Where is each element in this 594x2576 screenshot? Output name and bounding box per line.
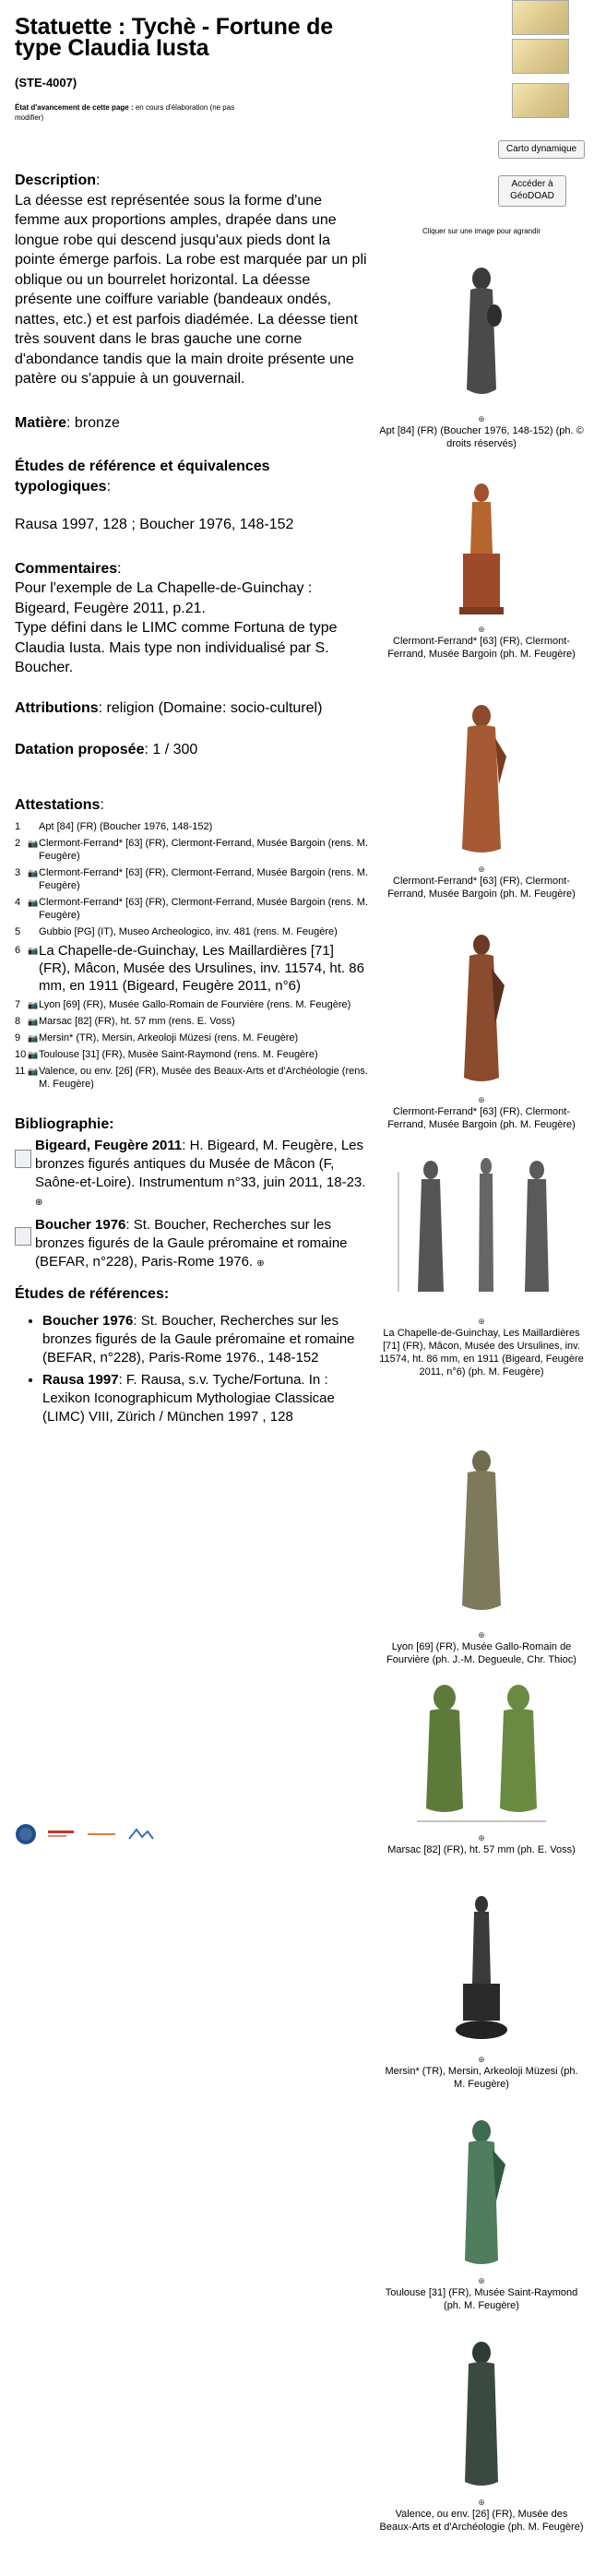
zoom-icon[interactable]: ⊕ bbox=[478, 1833, 485, 1843]
figure-10-image[interactable] bbox=[445, 2334, 518, 2491]
camera-icon: 📷 bbox=[28, 1000, 39, 1009]
figure-caption: Lyon [69] (FR), Musée Gallo-Romain de Fourvière (ph. J.-M. Degueule, Chr. Thioc) bbox=[386, 1641, 576, 1665]
matiere-section: Matière: bronze bbox=[15, 414, 120, 431]
zoom-icon[interactable]: ⊕ bbox=[478, 2055, 485, 2064]
zoom-icon[interactable]: ⊕ bbox=[478, 414, 485, 423]
camera-icon: 📷 bbox=[28, 898, 39, 907]
commentaires-section: Commentaires: Pour l'exemple de La Chapelle-de-Guinchay : Bigeard, Feugère 2011, p.21. Type défini dans le LIMC comme Fortuna de type Claudia Iusta. Mais type non individualisé par S. Boucher. bbox=[15, 560, 338, 675]
etudes-section: Études de référence et équivalences typologiques: bbox=[15, 459, 270, 495]
list-item: • Rausa 1997: F. Rausa, s.v. Tyche/Fortuna. In : Lexikon Iconographicum Mythologiae Classicae (LIMC) VIII, Zürich / München 1997 , 128 bbox=[42, 1371, 369, 1426]
zoom-icon[interactable]: ⊕ bbox=[478, 2498, 485, 2507]
map-thumbnail[interactable] bbox=[512, 39, 569, 74]
figure-5 bbox=[369, 1153, 594, 1378]
zoom-icon[interactable]: ⊕ bbox=[478, 865, 485, 874]
figure-8-image[interactable] bbox=[445, 1891, 518, 2048]
figure-7-image[interactable] bbox=[389, 1679, 574, 1827]
camera-icon: 📷 bbox=[28, 946, 39, 955]
attestation-link[interactable]: La Chapelle-de-Guinchay, Les Maillardières [71] (FR), Mâcon, Musée des Ursulines, inv. 11574, ht. 86 mm, en 1911 (Bigeard, Feugère 2011, n°6) bbox=[39, 943, 364, 994]
partner-logo-blue[interactable] bbox=[127, 1826, 155, 1843]
references-list bbox=[15, 1312, 369, 1426]
figure-10 bbox=[369, 2334, 594, 2534]
zoom-icon[interactable]: ⊕ bbox=[478, 2276, 485, 2285]
attestation-link[interactable]: Clermont-Ferrand* [63] (FR), Clermont-Ferrand, Musée Bargoin (rens. M. Feugère) bbox=[39, 838, 368, 862]
carto-dynamique-button[interactable]: Carto dynamique bbox=[498, 140, 585, 159]
figure-4-image[interactable] bbox=[449, 932, 514, 1089]
figure-caption: Apt [84] (FR) (Boucher 1976, 148-152) (ph. © droits réservés) bbox=[379, 425, 584, 449]
commentaires-text: Pour l'exemple de La Chapelle-de-Guinchay : Bigeard, Feugère 2011, p.21. Type défini dans le LIMC comme Fortuna de type Claudia Iusta. Mais type non individualisé par S. Boucher. bbox=[15, 580, 338, 675]
expand-icon[interactable]: ⊕ bbox=[35, 1198, 43, 1208]
partner-logo-orange[interactable] bbox=[87, 1830, 118, 1839]
zoom-icon[interactable]: ⊕ bbox=[478, 1630, 485, 1640]
figure-caption: Valence, ou env. [26] (FR), Musée des Beaux-Arts et d'Archéologie (ph. M. Feugère) bbox=[379, 2509, 584, 2533]
figure-caption: Toulouse [31] (FR), Musée Saint-Raymond (ph. M. Feugère) bbox=[385, 2287, 578, 2311]
attestation-link[interactable]: Mersin* (TR), Mersin, Arkeoloji Müzesi (rens. M. Feugère) bbox=[39, 1032, 299, 1044]
map-thumbnail[interactable] bbox=[512, 83, 569, 118]
zoom-icon[interactable]: ⊕ bbox=[478, 1095, 485, 1104]
camera-icon: 📷 bbox=[28, 1050, 39, 1059]
partner-logo-red[interactable] bbox=[46, 1828, 77, 1841]
figure-9 bbox=[369, 2113, 594, 2312]
references-title: Études de références: bbox=[15, 1286, 170, 1302]
camera-icon: 📷 bbox=[28, 1033, 39, 1043]
bibliography-item: Boucher 1976: St. Boucher, Recherches sur les bronzes figurés de la Gaule préromaine et romaine (BEFAR, n°228), Paris-Rome 1976. ⊕ bbox=[15, 1216, 369, 1273]
figure-5-image[interactable] bbox=[394, 1153, 569, 1310]
cnrs-logo[interactable] bbox=[15, 1823, 37, 1845]
attestations-list: 1 Apt [84] (FR) (Boucher 1976, 148-152) 2 📷 Clermont-Ferrand* [63] (FR), Clermont-Ferrand, Musée Bargoin (rens. M. Feugère) 3 📷 Clermont-Ferrand* [63] (FR), Clermont-Ferrand, Musée Bargoin (rens. M. Feugère) 4 📷 Clermont-Ferrand* [63] (FR), Clermont-Ferrand, Musée Bargoin (rens. M. Feugère) 5 Gubbio [PG] (IT), Museo Archeologico, inv. 481 (rens. M. Feugère) 6 📷 La Chapelle-de-Guinchay, Les Maillardières [71] (FR), Mâcon, Musée des Ursulines, inv. 11574, ht. 86 mm, en 1911 (Bigeard, Feugère 2011, n°6) 7 📷 Lyon [69] (FR), Musée Gallo-Romain de Fourvière (rens. M. Feugère) 8 📷 Marsac [82] (FR), ht. 57 mm (rens. E. Voss) 9 📷 Mersin* (TR), Mersin, Arkeoloji Müzesi (rens. M. Feugère) 10 📷 Toulouse [31] (FR), Musée Saint-Raymond (rens. M. Feugère) 11 📷 Valence, ou env. [26] (FR), Musée des Beaux-Arts et d'Archéologie (rens. M. Feugère) bbox=[15, 821, 368, 1090]
figure-2-image[interactable] bbox=[454, 480, 509, 618]
attestation-link[interactable]: Apt [84] (FR) (Boucher 1976, 148-152) bbox=[39, 821, 213, 832]
figure-1 bbox=[369, 260, 594, 450]
attestation-link[interactable]: Clermont-Ferrand* [63] (FR), Clermont-Ferrand, Musée Bargoin (rens. M. Feugère) bbox=[39, 897, 368, 921]
partner-logos bbox=[15, 1823, 155, 1845]
zoom-icon[interactable]: ⊕ bbox=[478, 1317, 485, 1326]
attestation-link[interactable]: Gubbio [PG] (IT), Museo Archeologico, inv. 481 (rens. M. Feugère) bbox=[39, 926, 338, 937]
figure-caption: Mersin* (TR), Mersin, Arkeoloji Müzesi (ph. M. Feugère) bbox=[385, 2066, 578, 2090]
camera-icon: 📷 bbox=[28, 1017, 39, 1026]
figure-caption: Clermont-Ferrand* [63] (FR), Clermont-Ferrand, Musée Bargoin (ph. M. Feugère) bbox=[387, 636, 576, 660]
figure-8 bbox=[369, 1891, 594, 2091]
geodoad-button[interactable]: Accéder à GéoDOAD bbox=[498, 175, 566, 207]
expand-icon[interactable]: ⊕ bbox=[256, 1258, 265, 1269]
camera-icon: 📷 bbox=[28, 839, 39, 848]
figure-9-image[interactable] bbox=[445, 2113, 518, 2270]
attestation-link[interactable]: Marsac [82] (FR), ht. 57 mm (rens. E. Voss) bbox=[39, 1016, 235, 1027]
description-section: Description: La déesse est représentée sous la forme d'une femme aux proportions amples, drapée dans une longue robe qui descend jusqu'aux pieds dont la pointe émerge parfois. La robe est marquée par un pli oblique ou un bourrelet horizontal. La déesse présente une coiffure variable (bandeaux ondés, nattes, etc.) et est parfois diadémée. La déesse tient très souvent dans le bras gauche une corne d'abondance tandis que la main droite présente une patère ou s'appuie à un gouvernail. bbox=[15, 173, 367, 387]
etudes-value: Rausa 1997, 128 ; Boucher 1976, 148-152 bbox=[15, 517, 294, 532]
attributions-section: Attributions: religion (Domaine: socio-culturel) bbox=[15, 699, 323, 716]
bibliographie-title: Bibliographie: bbox=[15, 1116, 114, 1132]
attestation-link[interactable]: Clermont-Ferrand* [63] (FR), Clermont-Ferrand, Musée Bargoin (rens. M. Feugère) bbox=[39, 867, 368, 891]
figure-3 bbox=[369, 701, 594, 900]
camera-icon: 📷 bbox=[28, 1067, 39, 1076]
attestation-link[interactable]: Valence, ou env. [26] (FR), Musée des Beaux-Arts et d'Archéologie (rens. M. Feugère) bbox=[39, 1066, 368, 1090]
figure-caption: Clermont-Ferrand* [63] (FR), Clermont-Ferrand, Musée Bargoin (ph. M. Feugère) bbox=[387, 876, 576, 900]
document-icon[interactable] bbox=[15, 1150, 31, 1168]
figure-caption: La Chapelle-de-Guinchay, Les Maillardières [71] (FR), Mâcon, Musée des Ursulines, inv. 11574, ht. 86 mm, en 1911 (Bigeard, Feugère 2011, n°6) (ph. M. Feugère) bbox=[379, 1328, 584, 1377]
figure-1-image[interactable] bbox=[454, 260, 509, 408]
attestation-link[interactable]: Toulouse [31] (FR), Musée Saint-Raymond (rens. M. Feugère) bbox=[39, 1049, 318, 1060]
main-content bbox=[15, 0, 369, 1430]
progress-status: État d'avancement de cette page : en cours d'élaboration (ne pas modifier) bbox=[15, 103, 235, 122]
camera-icon: 📷 bbox=[28, 868, 39, 877]
figure-3-image[interactable] bbox=[449, 701, 514, 858]
figure-4 bbox=[369, 932, 594, 1131]
page-title: Statuette : Tychè - Fortune de type Claudia Iusta bbox=[15, 14, 333, 61]
attestation-link[interactable]: Lyon [69] (FR), Musée Gallo-Romain de Fourvière (rens. M. Feugère) bbox=[39, 999, 351, 1010]
figure-2 bbox=[369, 480, 594, 661]
figure-caption: Marsac [82] (FR), ht. 57 mm (ph. E. Voss) bbox=[387, 1844, 576, 1855]
attestations-section: Attestations: bbox=[15, 796, 104, 813]
reference-code: (STE-4007) bbox=[15, 76, 77, 89]
zoom-icon[interactable]: ⊕ bbox=[478, 625, 485, 634]
bibliography-item: Bigeard, Feugère 2011: H. Bigeard, M. Feugère, Les bronzes figurés antiques du Musée de Mâcon (F, Saône-et-Loire). Instrumentum n°33, juin 2011, 18-23. ⊕ bbox=[15, 1137, 369, 1212]
datation-section: Datation proposée: 1 / 300 bbox=[15, 742, 198, 757]
figure-6 bbox=[369, 1439, 594, 1666]
map-thumbnail[interactable] bbox=[512, 0, 569, 35]
figure-7 bbox=[369, 1679, 594, 1856]
click-hint: Cliquer sur une image pour agrandir bbox=[422, 227, 541, 235]
figure-6-image[interactable] bbox=[449, 1439, 514, 1624]
list-item: • Boucher 1976: St. Boucher, Recherches sur les bronzes figurés de la Gaule préromaine et romaine (BEFAR, n°228), Paris-Rome 1976., 148-152 bbox=[42, 1312, 369, 1367]
figure-caption: Clermont-Ferrand* [63] (FR), Clermont-Ferrand, Musée Bargoin (ph. M. Feugère) bbox=[387, 1106, 576, 1130]
document-icon[interactable] bbox=[15, 1227, 31, 1246]
description-text: La déesse est représentée sous la forme d'une femme aux proportions amples, drapée dans une longue robe qui descend jusqu'aux pieds dont la pointe émerge parfois. La robe est marquée par un pli oblique ou un bourrelet horizontal. La déesse présente une coiffure variable (bandeaux ondés, nattes, etc.) et est parfois diadémée. La déesse tient très souvent dans le bras gauche une corne d'abondance tandis que la main droite présente une patère ou s'appuie à un gouvernail. bbox=[15, 192, 367, 387]
